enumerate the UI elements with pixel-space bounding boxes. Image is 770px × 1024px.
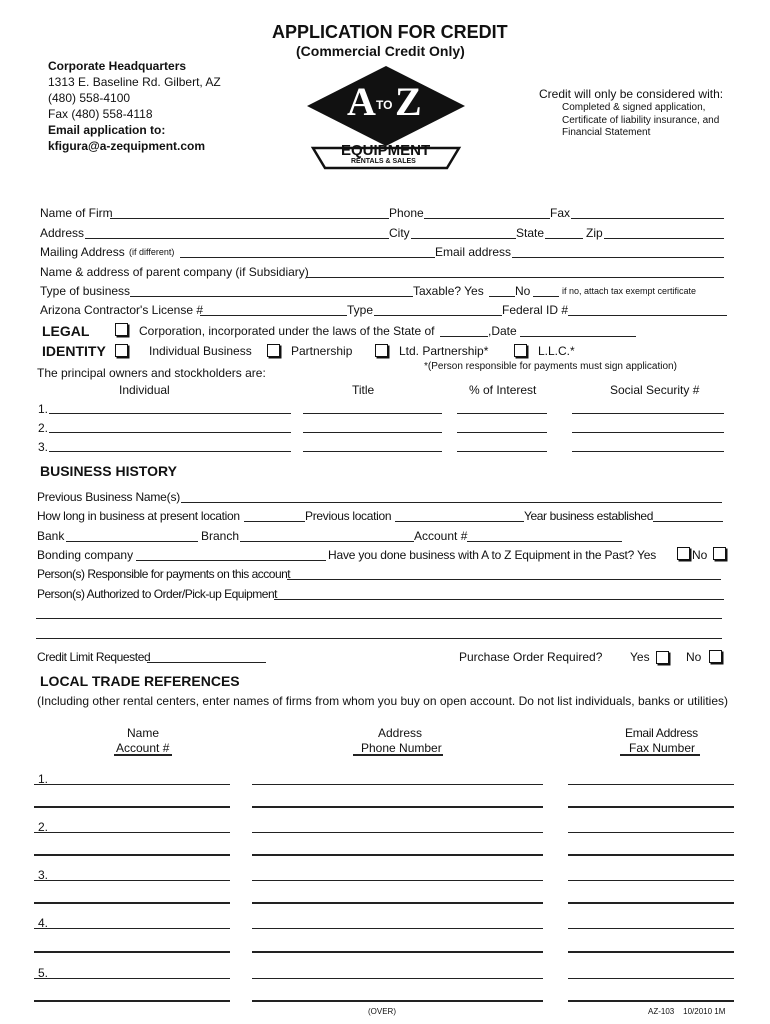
account-field[interactable]: [467, 541, 622, 542]
trade-address-field[interactable]: [252, 832, 543, 833]
trade-phone-field[interactable]: [252, 854, 543, 856]
account-label: Account #: [414, 529, 468, 543]
trade-address-field[interactable]: [252, 784, 543, 785]
trade-row-number: 1.: [38, 772, 49, 786]
bank-field[interactable]: [66, 541, 198, 542]
owner-individual-field[interactable]: [49, 451, 291, 452]
zip-label: Zip: [586, 226, 603, 240]
ltd-partnership-checkbox[interactable]: [375, 344, 388, 357]
bonding-field[interactable]: [136, 560, 326, 561]
headquarters-block: [48, 58, 221, 154]
logo-letter-a: A: [347, 79, 376, 124]
trade-email-field[interactable]: [568, 784, 734, 785]
license-type-label: Type: [347, 303, 374, 317]
fax-label: Fax: [550, 206, 571, 220]
credit-limit-label: Credit Limit Requested: [37, 650, 151, 664]
extra-line-field[interactable]: [36, 638, 722, 639]
trade-account-field[interactable]: [34, 902, 230, 904]
taxable-no-field[interactable]: [533, 296, 559, 297]
company-logo: [303, 64, 469, 182]
logo-letter-z: Z: [395, 79, 422, 124]
address-label: Address: [40, 226, 85, 240]
address-field[interactable]: [85, 238, 389, 239]
signature-note: *(Person responsible for payments must sign application): [424, 361, 677, 372]
trade-fax-field[interactable]: [568, 902, 734, 904]
col-name: Name: [127, 726, 160, 740]
llc-label: L.L.C.*: [538, 344, 575, 358]
fax-field[interactable]: [571, 218, 724, 219]
previous-names-label: Previous Business Name(s): [37, 490, 181, 504]
year-established-field[interactable]: [653, 521, 723, 522]
ltd-partnership-label: Ltd. Partnership*: [399, 344, 489, 358]
trade-fax-field[interactable]: [568, 806, 734, 808]
col-individual: Individual: [119, 383, 170, 397]
if-different-note: (if different): [129, 247, 175, 257]
state-field[interactable]: [545, 238, 583, 239]
taxable-no-label: No: [515, 284, 531, 298]
llc-checkbox[interactable]: [514, 344, 527, 357]
trade-account-field[interactable]: [34, 854, 230, 856]
trade-account-field[interactable]: [34, 806, 230, 808]
type-of-business-label: Type of business: [40, 284, 131, 298]
owner-row-number: 2.: [38, 421, 49, 435]
trade-phone-field[interactable]: [252, 951, 543, 953]
trade-fax-field[interactable]: [568, 951, 734, 953]
parent-company-field[interactable]: [306, 277, 724, 278]
year-established-label: Year business established: [524, 509, 653, 523]
hq-email-label: Email application to:: [48, 123, 166, 137]
page-title: APPLICATION FOR CREDIT: [272, 22, 508, 42]
trade-email-field[interactable]: [568, 928, 734, 929]
owner-ssn-field[interactable]: [572, 413, 724, 414]
trade-fax-field[interactable]: [568, 1000, 734, 1002]
trade-row-number: 2.: [38, 820, 49, 834]
done-business-no-checkbox[interactable]: [713, 547, 726, 560]
col2-underline: [353, 754, 443, 756]
responsible-label: Person(s) Responsible for payments on this account: [37, 567, 291, 581]
credit-note-heading: Credit will only be considered with:: [539, 87, 724, 101]
owner-interest-field[interactable]: [457, 451, 547, 452]
owner-individual-field[interactable]: [49, 432, 291, 433]
individual-business-label: Individual Business: [149, 344, 252, 358]
trade-name-field[interactable]: [34, 880, 230, 881]
federal-id-field[interactable]: [568, 315, 727, 316]
hq-fax: Fax (480) 558-4118: [48, 107, 153, 121]
trade-name-field[interactable]: [34, 928, 230, 929]
taxable-yes-field[interactable]: [489, 296, 515, 297]
federal-id-label: Federal ID #: [502, 303, 569, 317]
branch-label: Branch: [201, 529, 240, 543]
how-long-field[interactable]: [244, 521, 305, 522]
col-address: Address: [378, 726, 423, 740]
trade-account-field[interactable]: [34, 951, 230, 953]
phone-field[interactable]: [424, 218, 550, 219]
contractor-license-field[interactable]: [200, 315, 347, 316]
trade-name-field[interactable]: [34, 978, 230, 979]
owner-title-field[interactable]: [303, 451, 442, 452]
trade-email-field[interactable]: [568, 880, 734, 881]
owner-row-number: 3.: [38, 440, 49, 454]
mailing-address-label: Mailing Address: [40, 245, 125, 259]
trade-phone-field[interactable]: [252, 902, 543, 904]
col-fax: Fax Number: [629, 741, 696, 755]
phone-label: Phone: [389, 206, 424, 220]
type-of-business-field[interactable]: [130, 296, 413, 297]
contractor-license-label: Arizona Contractor's License #: [40, 303, 204, 317]
po-no-label: No: [686, 650, 702, 664]
po-no-checkbox[interactable]: [709, 650, 722, 663]
zip-field[interactable]: [604, 238, 724, 239]
corporation-label: Corporation, incorporated under the laws of the State of: [139, 324, 435, 338]
owner-title-field[interactable]: [303, 413, 442, 414]
col-account: Account #: [116, 741, 170, 755]
extra-line-field[interactable]: [36, 618, 722, 619]
owner-individual-field[interactable]: [49, 413, 291, 414]
credit-note-item: Certificate of liability insurance, and: [562, 115, 720, 126]
taxable-yes-label: Taxable? Yes: [413, 284, 484, 298]
credit-note-item: Completed & signed application,: [562, 102, 706, 113]
col-title: Title: [352, 383, 375, 397]
trade-references-note: (Including other rental centers, enter names of firms from whom you buy on open account. Do not list individuals, banks or utilities): [37, 694, 729, 708]
bonding-label: Bonding company: [37, 548, 134, 562]
owner-title-field[interactable]: [303, 432, 442, 433]
col-email: Email Address: [625, 726, 698, 740]
col-ssn: Social Security #: [610, 383, 700, 397]
owner-interest-field[interactable]: [457, 432, 547, 433]
how-long-label: How long in business at present location: [37, 509, 240, 523]
credit-note-item: Financial Statement: [562, 127, 651, 138]
hq-heading: Corporate Headquarters: [48, 59, 187, 73]
bank-label: Bank: [37, 529, 65, 543]
responsible-field[interactable]: [287, 579, 721, 580]
corporation-date-label: ,Date: [488, 324, 517, 338]
state-label: State: [516, 226, 545, 240]
owner-ssn-field[interactable]: [572, 451, 724, 452]
col-interest: % of Interest: [469, 383, 537, 397]
license-type-field[interactable]: [374, 315, 502, 316]
mailing-address-field[interactable]: [180, 257, 435, 258]
trade-email-field[interactable]: [568, 978, 734, 979]
authorized-label: Person(s) Authorized to Order/Pick-up Equipment: [37, 587, 277, 601]
col1-underline: [114, 754, 172, 756]
po-required-label: Purchase Order Required?: [459, 650, 603, 664]
trade-row-number: 4.: [38, 916, 49, 930]
email-address-label: Email address: [435, 245, 512, 259]
trade-address-field[interactable]: [252, 928, 543, 929]
trade-email-field[interactable]: [568, 832, 734, 833]
previous-location-label: Previous location: [305, 509, 392, 523]
col3-underline: [620, 754, 700, 756]
trade-references-heading: LOCAL TRADE REFERENCES: [40, 673, 240, 689]
trade-phone-field[interactable]: [252, 1000, 543, 1002]
hq-address: 1313 E. Baseline Rd. Gilbert, AZ: [48, 75, 221, 89]
individual-business-checkbox[interactable]: [115, 344, 128, 357]
trade-row-number: 5.: [38, 966, 49, 980]
name-of-firm-field[interactable]: [110, 218, 389, 219]
legal-heading: LEGAL: [42, 323, 90, 339]
logo-tagline: RENTALS & SALES: [351, 158, 416, 165]
page-subtitle: (Commercial Credit Only): [296, 43, 465, 59]
tax-exempt-note: if no, attach tax exempt certificate: [562, 286, 697, 296]
previous-names-field[interactable]: [181, 502, 722, 503]
authorized-field[interactable]: [274, 599, 724, 600]
owners-label: The principal owners and stockholders are:: [37, 366, 266, 380]
corporation-checkbox[interactable]: [115, 323, 128, 336]
trade-address-field[interactable]: [252, 880, 543, 881]
done-business-no-label: No: [692, 548, 708, 562]
city-label: City: [389, 226, 410, 240]
branch-field[interactable]: [240, 541, 414, 542]
done-business-yes-checkbox[interactable]: [677, 547, 690, 560]
trade-row-number: 3.: [38, 868, 49, 882]
partnership-checkbox[interactable]: [267, 344, 280, 357]
trade-name-field[interactable]: [34, 784, 230, 785]
corporation-state-field[interactable]: [440, 336, 488, 337]
form-code: AZ-103 10/2010 1M: [648, 1007, 726, 1016]
parent-company-label: Name & address of parent company (if Subsidiary): [40, 265, 309, 279]
logo-to: TO: [376, 98, 393, 112]
city-field[interactable]: [411, 238, 516, 239]
done-business-label: Have you done business with A to Z Equipment in the Past? Yes: [328, 548, 657, 562]
identity-heading: IDENTITY: [42, 343, 106, 359]
logo-equipment: EQUIPMENT: [341, 142, 431, 159]
partnership-label: Partnership: [291, 344, 353, 358]
col-phone: Phone Number: [361, 741, 442, 755]
credit-limit-field[interactable]: [147, 662, 266, 663]
trade-name-field[interactable]: [34, 832, 230, 833]
owner-ssn-field[interactable]: [572, 432, 724, 433]
trade-phone-field[interactable]: [252, 806, 543, 808]
corporation-date-field[interactable]: [520, 336, 636, 337]
po-yes-label: Yes: [630, 650, 650, 664]
po-yes-checkbox[interactable]: [656, 651, 669, 664]
owner-interest-field[interactable]: [457, 413, 547, 414]
over-note: (OVER): [368, 1007, 396, 1016]
email-address-field[interactable]: [512, 257, 724, 258]
hq-email: kfigura@a-zequipment.com: [48, 139, 206, 153]
previous-location-field[interactable]: [395, 521, 524, 522]
trade-fax-field[interactable]: [568, 854, 734, 856]
trade-address-field[interactable]: [252, 978, 543, 979]
owner-row-number: 1.: [38, 402, 49, 416]
hq-phone: (480) 558-4100: [48, 91, 131, 105]
name-of-firm-label: Name of Firm: [40, 206, 113, 220]
trade-account-field[interactable]: [34, 1000, 230, 1002]
business-history-heading: BUSINESS HISTORY: [40, 463, 177, 479]
